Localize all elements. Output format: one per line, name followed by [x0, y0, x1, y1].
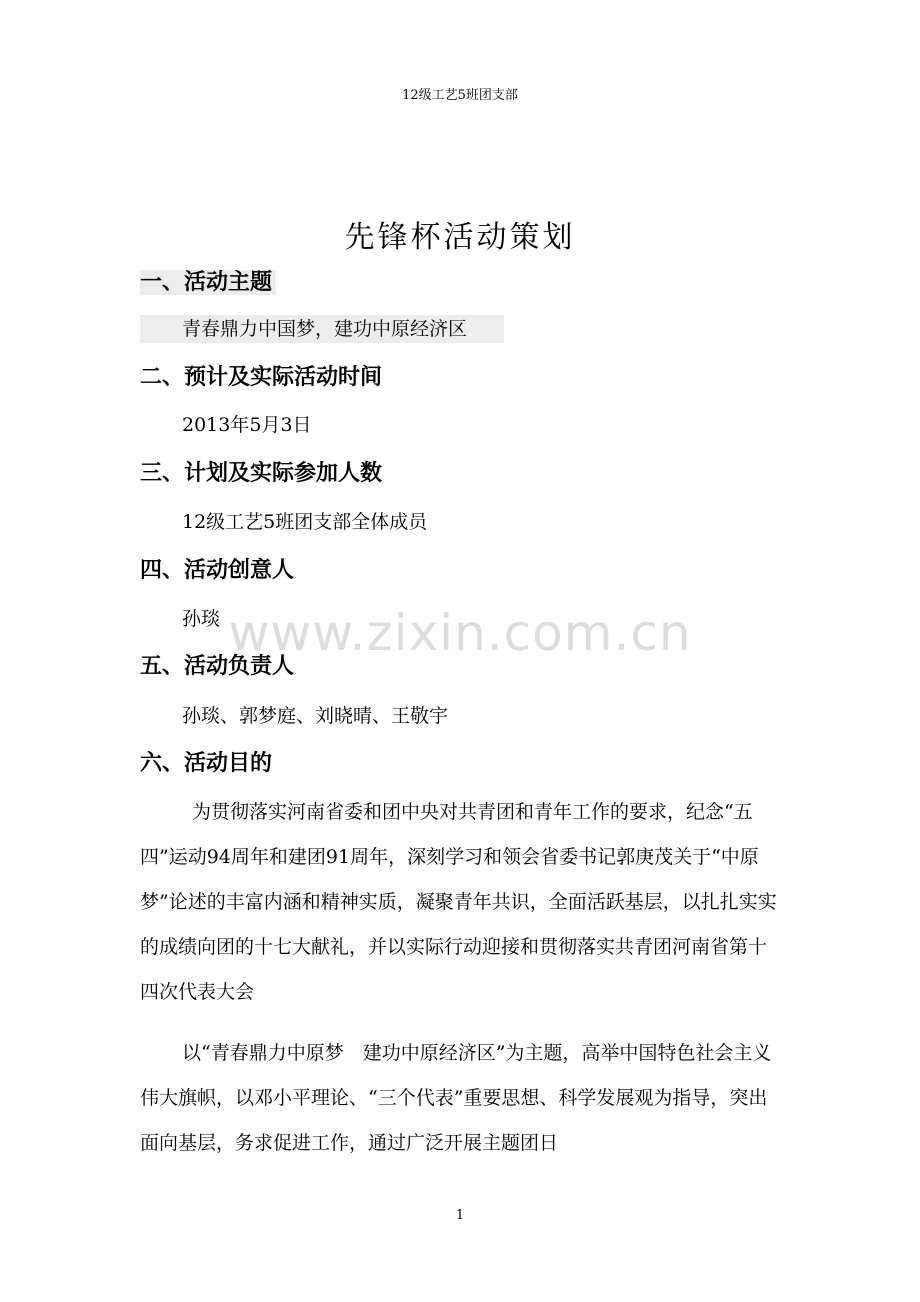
- section-heading-leaders: 五、活动负责人: [140, 654, 295, 679]
- watermark: www.zixin.com.cn: [228, 604, 692, 662]
- section-heading-theme: 一、活动主题: [140, 268, 276, 298]
- section-body-participants: 12级工艺5班团支部全体成员: [182, 511, 428, 533]
- section-body-time: 2013年5月3日: [182, 414, 312, 436]
- section-heading-time: 二、预计及实际活动时间: [140, 365, 383, 390]
- section-body-leaders: 孙琰、郭梦庭、刘晓晴、王敬宇: [182, 705, 449, 727]
- document-title: 先锋杯活动策划: [344, 220, 576, 255]
- section-heading-creator: 四、活动创意人: [140, 558, 295, 583]
- purpose-paragraph: 以“青春鼎力中原梦 建功中原经济区”为主题，高举中国特色社会主义伟大旗帜，以邓小平理论、“三个代表”重要思想、科学发展观为指导，突出面向基层，务求促进工作，通过广泛开展主题团日: [140, 1042, 772, 1154]
- section-heading-purpose: 六、活动目的: [140, 751, 273, 776]
- page-number: 1: [455, 1208, 465, 1223]
- section-heading-participants: 三、计划及实际参加人数: [140, 461, 383, 486]
- section-body-theme: 青春鼎力中国梦，建功中原经济区: [140, 315, 504, 343]
- purpose-paragraph: 为贯彻落实河南省委和团中央对共青团和青年工作的要求，纪念“五四”运动94周年和建团91周年，深刻学习和领会省委书记郭庚茂关于“中原梦”论述的丰富内涵和精神实质，凝聚青年共识，全面活跃基层，以扎扎实实的成绩向团的十七大献礼，并以实际行动迎接和贯彻落实共青团河南省第十四次代表大会: [140, 801, 777, 1003]
- page-header: 12级工艺5班团支部: [402, 88, 518, 103]
- section-body-creator: 孙琰: [182, 608, 221, 630]
